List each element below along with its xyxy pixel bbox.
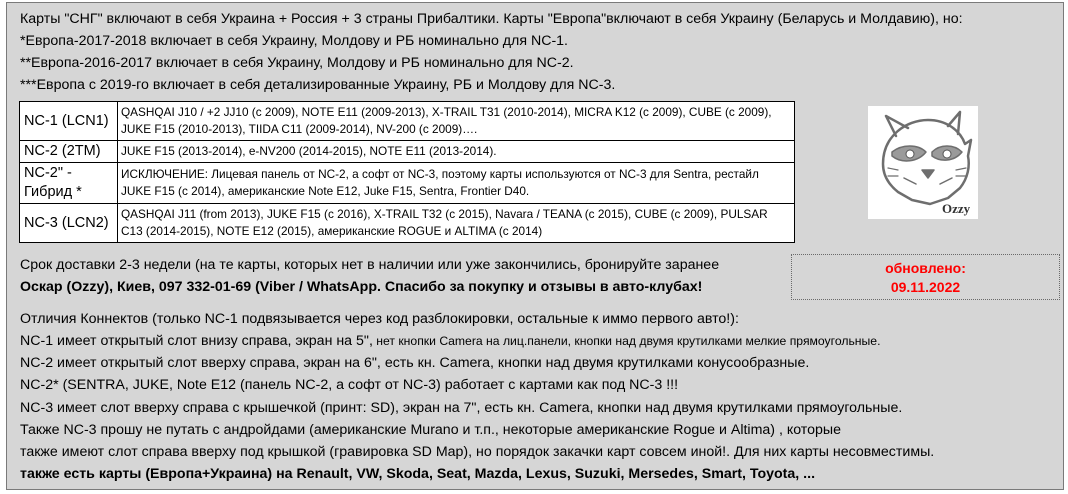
cars-cell: QASHQAI J10 / +2 JJ10 (с 2009), NOTE E11 (2009-2013), X-TRAIL T31 (2010-2014), MICRA K12 (с 2009), CUBE (с 2009), JUKE F15 (2010-2013), TIIDA C11 (2009-2014), NV-200 (с 2009)…. — [118, 102, 795, 141]
updated-date: 09.11.2022 — [890, 279, 961, 295]
nc1-details: нет кнопки Camera на лиц.панели, кнопки над двумя крутилками мелкие прямоугольные. — [372, 334, 881, 348]
cars-cell: ИСКЛЮЧЕНИЕ: Лицевая панель от NC-2, а софт от NC-3, поэтому карты используются от NC-3 для Sentra, рестайл JUKE F15 (с 2014), американские Note E12, Juke F15, Sentra, Frontier D40. — [118, 163, 795, 204]
updated-box — [791, 254, 1060, 300]
contact-line: Оскар (Ozzy), Киев, 097 332-01-69 (Viber / WhatsApp. Спасибо за покупку и отзывы в авто-клубах! — [20, 279, 703, 295]
connect-models-table — [19, 101, 795, 243]
ozzy-logo — [868, 106, 978, 219]
other-brands-line: также есть карты (Европа+Украина) на Renault, VW, Skoda, Seat, Mazda, Lexus, Suzuki, Mersedes, Smart, Toyota, ... — [20, 466, 816, 482]
intro-line-4: ***Европа с 2019-го включает в себя детализированные Украину, РБ и Молдову для NC-3. — [20, 77, 616, 93]
intro-line-2: *Европа-2017-2018 включает в себя Украину, Молдову и РБ номинально для NC-1. — [20, 33, 569, 49]
nc1-main: NC-1 имеет открытый слот внизу справа, экран на 5", — [20, 333, 373, 349]
nc1-description — [20, 332, 880, 350]
info-sheet — [6, 2, 1064, 490]
differences-title: Отличия Коннектов (только NC-1 подвязывается через код разблокировки, остальные к иммо первого авто!): — [20, 311, 739, 327]
raccoon-icon — [868, 106, 978, 219]
delivery-line: Срок доставки 2-3 недели (на те карты, которых нет в наличии или уже закончились, бронируйте заранее — [20, 257, 720, 273]
table-row — [20, 102, 795, 141]
updated-label: обновлено: — [885, 260, 966, 276]
cars-cell: QASHQAI J11 (from 2013), JUKE F15 (с 2016), X-TRAIL T32 (с 2015), Navara / TEANA (с 2015), CUBE (с 2009), PULSAR C13 (2014-2015), NOTE E12 (2015), американские ROGUE и ALTIMA (с 2014) — [118, 204, 795, 243]
intro-line-1: Карты "СНГ" включают в себя Украина + Россия + 3 страны Прибалтики. Карты "Европа"включают в себя Украину (Беларусь и Молдавию), но: — [20, 11, 963, 27]
model-cell: NC-3 (LCN2) — [20, 204, 118, 243]
nc2-hybrid-description: NC-2* (SENTRA, JUKE, Note E12 (панель NC-2, а софт от NC-3) работает с картами как под NC-3 !!! — [20, 377, 679, 393]
android-note-1: Также NC-3 прошу не путать с андройдами (американские Murano и т.п., некоторые американские Rogue и Altima) , которые — [20, 422, 841, 438]
intro-line-3: **Европа-2016-2017 включает в себя Украину, Молдову и РБ номинально для NC-2. — [20, 55, 574, 71]
model-cell: NC-2" - Гибрид * — [20, 163, 118, 204]
model-cell: NC-1 (LCN1) — [20, 102, 118, 141]
android-note-2: также имеют слот справа вверху под крышкой (гравировка SD Map), но порядок закачки карт совсем иной!. Для них карты несовместимы. — [20, 444, 935, 460]
nc2-description: NC-2 имеет открытый слот вверху справа, экран на 6", есть кн. Camera, кнопки над двумя крутилками конусообразные. — [20, 355, 810, 371]
nc3-description: NC-3 имеет слот вверху справа с крышечкой (принт: SD), экран на 7", есть кн. Camera, кнопки над двумя крутилками прямоугольные. — [20, 400, 903, 416]
model-cell: NC-2 (2TM) — [20, 141, 118, 163]
svg-text:Ozzy: Ozzy — [942, 201, 971, 216]
table-row — [20, 141, 795, 163]
table-row — [20, 204, 795, 243]
table-row — [20, 163, 795, 204]
cars-cell: JUKE F15 (2013-2014), e-NV200 (2014-2015), NOTE E11 (2013-2014). — [118, 141, 795, 163]
